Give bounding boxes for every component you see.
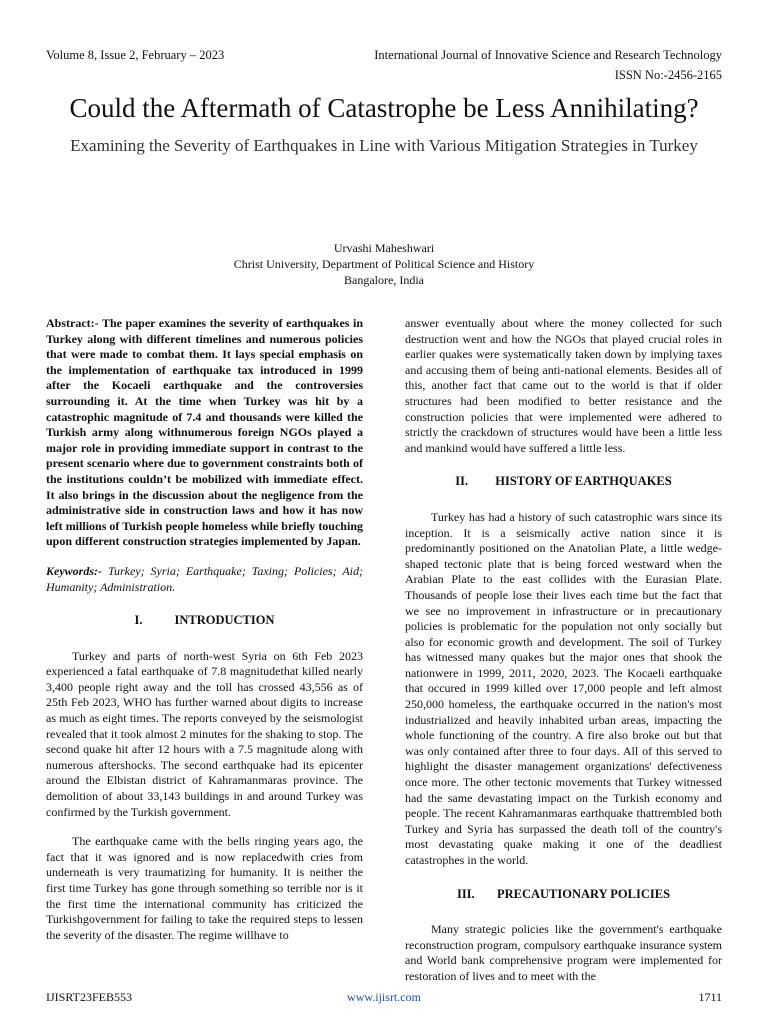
section-title: INTRODUCTION xyxy=(174,613,275,628)
paper-subtitle: Examining the Severity of Earthquakes in Line with Various Mitigation Strategies in Turkey xyxy=(70,136,698,155)
section-heading-precautionary xyxy=(405,887,722,903)
author-name: Urvashi Maheshwari xyxy=(333,241,435,255)
keywords-text: Turkey; Syria; Earthquake; Taxing; Policies; Aid; Humanity; Administration. xyxy=(46,563,363,594)
volume-info: Volume 8, Issue 2, February – 2023 xyxy=(46,48,225,62)
author-block xyxy=(46,240,722,288)
article-code: IJISRT23FEB553 xyxy=(46,990,132,1004)
abstract: Abstract:- The paper examines the severity of earthquakes in Turkey along with different timelines and numerous policies that were made to combat them. It lays special emphasis on the implementation of earthquake tax introduced in 1999 after the Kocaeli earthquake and the controversies surrounding it. At the time when Turkey was hit by a catastrophic magnitude of 7.4 and thousands were killed the Turkish army along withnumerous foreign NGOs played a major role in providing immediate support in contrast to the present scenario where due to government constraints both of the institutions couldn’t be mobilized with immediate effect. It also brings in the discussion about the negligence from the administrative side in construction laws and how it has now left millions of Turkish people homeless while briefly touching upon different construction strategies implemented by Japan. xyxy=(46,316,363,549)
section-title: PRECAUTIONARY POLICIES xyxy=(496,886,671,901)
section-heading-history xyxy=(405,474,722,490)
author-location: Bangalore, India xyxy=(344,273,424,287)
journal-name: International Journal of Innovative Science and Research Technology xyxy=(374,48,722,62)
intro-paragraph-1: Turkey and parts of north-west Syria on 6th Feb 2023 experienced a fatal earthquake of 7.8 magnitudethat killed nearly 3,400 people right away and the toll has crossed 43,556 as of 25th Feb 2023, WHO has further warned about digits to increase as much as eight times. The reports conveyed by the seismologist revealed that it took almost 2 minutes for the shaking to stop. The second quake hit after 12 hours with a 7.5 magnitude along with numerous aftershocks. The second earthquake had its epicenter around the Elbistan district of Kahramanmaras province. The demolition of about 33,143 buildings in and around Turkey was confirmed by the Turkish government. xyxy=(46,648,363,819)
journal-url[interactable]: www.ijisrt.com xyxy=(347,990,421,1004)
title-block xyxy=(46,92,722,158)
section-heading-introduction xyxy=(46,613,363,629)
right-column xyxy=(405,316,722,985)
issn: ISSN No:-2456-2165 xyxy=(614,68,722,82)
section-number: I. xyxy=(134,613,143,628)
paper-title: Could the Aftermath of Catastrophe be Less Annihilating? xyxy=(69,93,699,123)
keywords-label: Keywords:- xyxy=(46,563,102,578)
section-title: HISTORY OF EARTHQUAKES xyxy=(495,474,672,489)
keywords xyxy=(46,564,363,595)
section-number: III. xyxy=(456,886,475,901)
left-column xyxy=(46,316,363,943)
intro-paragraph-continued: answer eventually about where the money collected for such destruction went and how the NGOs that played crucial roles in earlier quakes were systematically taken down by implying taxes and accusing them of being anti-national elements. Besides all of this, another fact that came out to the world is that if older structures had been modified to better resistance and the construction policies that were implemented were adhered to strictly the crackdown of structures would have been a little less and mankind would have suffered a little less. xyxy=(405,316,722,455)
precaution-paragraph: Many strategic policies like the government's earthquake reconstruction program, compulsory earthquake insurance system and World bank comprehensive program were implemented for restoration of lives and to meet with the xyxy=(405,922,722,983)
intro-paragraph-2: The earthquake came with the bells ringing years ago, the fact that it was ignored and is now replacedwith cries from underneath is very traumatizing for humanity. It is neither the first time Turkey has gone through something so terrible nor is it the first time the international community has criticized the Turkishgovernment for failing to take the required steps to lessen the severity of the disaster. The regime willhave to xyxy=(46,834,363,942)
history-paragraph: Turkey has had a history of such catastrophic wars since its inception. It is a seismically active nation since it is predominantly positioned on the Anatolian Plate, a little wedge-shaped tectonic plate that is being forced westward when the Arabian Plate to the east collides with the Eurasian Plate. Thousands of people lose their lives each time but the fact that we see no improvement in infrastructure or in precautionary policies is problematic for the population not only socially but also for economic growth and development. The soil of Turkey has witnessed many quakes but the major ones that shook the nationwere in 1999, 2011, 2020, 2023. The Kocaeli earthquake that occured in 1999 killed over 17,000 people and left almost 250,000 homeless, the earthquake occurred in the nation's most industrialized and heavily inhabited urban areas, impacting the whole functioning of the country. A fire also broke out but that was only contained after three to four days. All of this served to highlight the disaster management organizations' defectiveness once more. The other tectonic movements that Turkey witnessed had the same devastating impact on the Turkish economy and people. The recent Kahramanmaras earthquake thattrembled both Turkey and Syria has surpassed the death toll of the country's most devastating quake making it one of the deadliest catastrophes in the world. xyxy=(405,509,722,867)
author-affiliation: Christ University, Department of Political Science and History xyxy=(233,257,535,271)
page-number: 1711 xyxy=(698,990,722,1004)
section-number: II. xyxy=(455,474,469,489)
